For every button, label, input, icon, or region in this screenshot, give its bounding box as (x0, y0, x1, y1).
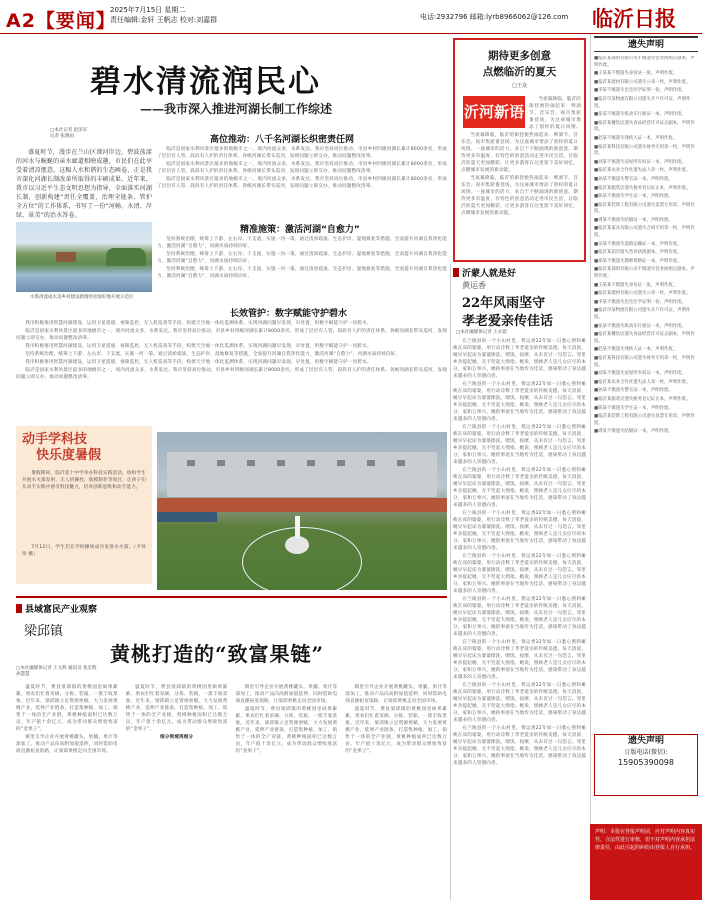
promo-title-line-2: 点燃临沂的夏天 (482, 66, 557, 78)
main-body-2: 坚持系统治理，统筹上下游、左右岸、干支流，实施一河一策。通过清淤疏浚、生态护岸、湿地修复等措施，全面提升河湖自我净化能力，激活河湖“自愈力”，河湖水质持续向好。 坚持系统治理，统筹上下游、左右岸、干支流，实施一河一策。通过清淤疏浚、生态护岸、湿地修复等措施，全面提升河湖自我净化能力，激活河湖“自愈力”，河湖水质持续向好。 坚持系统治理，统筹上下游、左右岸、干支流，实施一河一策。通过清淤疏浚、生态护岸、湿地修复等措施，全面提升河湖自我净化能力，激活河湖“自愈力”，河湖水质持续向好。 (157, 237, 447, 279)
notice-item: ■临沂市某物流有限公司遗失开户许可证，声明作废。 (594, 96, 691, 109)
notice-item: ■李某不慎遗失出生医学证明一份，声明作废。 (594, 88, 686, 94)
notice-item: ■周某不慎遗失结婚证一本，声明作废。 (594, 429, 673, 435)
notice-item: ■陈某不慎遗失学生证一本，声明作废。 (594, 405, 673, 411)
editors-line: 责任编辑:金轩 王帆志 校对:刘嘉群 (110, 16, 218, 24)
study-title: 动手学科技 快乐度暑假 (22, 432, 102, 463)
notice-item: ■刘某不慎遗失房屋所有权证一本，声明作废。 (594, 159, 686, 165)
water-rocket (295, 516, 300, 538)
notice-item: ■临沂某农业合作社遗失法人章一枚，声明作废。 (594, 379, 691, 385)
notice-item: ■临沂市某物流有限公司遗失开户许可证，声明作废。 (594, 308, 691, 320)
good-people-title-1: 22年风雨坚守 (462, 296, 546, 311)
notice-item: ■赵某不慎遗失残疾人证一本，声明作废。 (594, 347, 678, 353)
column-divider (450, 264, 451, 900)
ads-box (594, 734, 698, 796)
notice-item: ■临沂某装饰工程有限公司遗失发票专用章，声明作废。 (594, 202, 695, 215)
trees-shape (106, 248, 146, 266)
promo-body: 当夜幕降临，临沂的街巷便热闹起来：啤酒节、音乐会、夜市集轮番登场，为这座城市增添了别样的夏日风情。一座城市的活力，来自于不断涌现的新创意。期待更多有温度、有特色的创意活动走进市民生活，让临沂的夏天更加精彩，让更多游客在这里留下美好回忆，点燃城市发展的新动能。 当夜幕降临，临沂的街巷便热闹起来：啤酒节、音乐会、夜市集轮番登场，为这座城市增添了别样的夏日风情。一座城市的活力，来自于不断涌现的新创意。期待更多有温度、有特色的创意活动走进市民生活，让临沂的夏天更加精彩，让更多游客在这里留下美好回忆，点燃城市发展的新动能。 (461, 133, 578, 216)
notice-item: ■临沂某建材有限公司遗失公章一枚，声明作废。 (594, 291, 691, 297)
school-building (167, 452, 437, 497)
county-subhead: 细分领域再细分 (160, 735, 194, 740)
notice-item: ■临沂某装饰工程有限公司遗失发票专用章，声明作废。 (594, 414, 695, 426)
main-subhead-3: 长效管护：数字赋能守护碧水 (230, 309, 348, 319)
section-divider (16, 596, 447, 598)
good-people-name: 黄运香 (462, 281, 486, 290)
good-people-body: 在兰陵县的一个小山村里，黄运香22年如一日悉心照料瘫痪在床的婆婆，用行动诠释了孝老爱亲的传统美德。每天清晨，她早早起床为婆婆擦洗、喂饭、按摩，从未有过一句怨言。邻里乡亲提起她，无不竖起大拇指。她说，照顾老人是儿女应尽的本分，家和万事兴。她的事迹在当地传为佳话，感染带动了身边越来越多的人崇德向善。 在兰陵县的一个小山村里，黄运香22年如一日悉心照料瘫痪在床的婆婆，用行动诠释了孝老爱亲的传统美德。每天清晨，她早早起床为婆婆擦洗、喂饭、按摩，从未有过一句怨言。邻里乡亲提起她，无不竖起大拇指。她说，照顾老人是儿女应尽的本分，家和万事兴。她的事迹在当地传为佳话，感染带动了身边越来越多的人崇德向善。 在兰陵县的一个小山村里，黄运香22年如一日悉心照料瘫痪在床的婆婆，用行动诠释了孝老爱亲的传统美德。每天清晨，她早早起床为婆婆擦洗、喂饭、按摩，从未有过一句怨言。邻里乡亲提起她，无不竖起大拇指。她说，照顾老人是儿女应尽的本分，家和万事兴。她的事迹在当地传为佳话，感染带动了身边越来越多的人崇德向善。 在兰陵县的一个小山村里，黄运香22年如一日悉心照料瘫痪在床的婆婆，用行动诠释了孝老爱亲的传统美德。每天清晨，她早早起床为婆婆擦洗、喂饭、按摩，从未有过一句怨言。邻里乡亲提起她，无不竖起大拇指。她说，照顾老人是儿女应尽的本分，家和万事兴。她的事迹在当地传为佳话，感染带动了身边越来越多的人崇德向善。 在兰陵县的一个小山村里，黄运香22年如一日悉心照料瘫痪在床的婆婆，用行动诠释了孝老爱亲的传统美德。每天清晨，她早早起床为婆婆擦洗、喂饭、按摩，从未有过一句怨言。邻里乡亲提起她，无不竖起大拇指。她说，照顾老人是儿女应尽的本分，家和万事兴。她的事迹在当地传为佳话，感染带动了身边越来越多的人崇德向善。 在兰陵县的一个小山村里，黄运香22年如一日悉心照料瘫痪在床的婆婆，用行动诠释了孝老爱亲的传统美德。每天清晨，她早早起床为婆婆擦洗、喂饭、按摩，从未有过一句怨言。邻里乡亲提起她，无不竖起大拇指。她说，照顾老人是儿女应尽的本分，家和万事兴。她的事迹在当地传为佳话，感染带动了身边越来越多的人崇德向善。 在兰陵县的一个小山村里，黄运香22年如一日悉心照料瘫痪在床的婆婆，用行动诠释了孝老爱亲的传统美德。每天清晨，她早早起床为婆婆擦洗、喂饭、按摩，从未有过一句怨言。邻里乡亲提起她，无不竖起大拇指。她说，照顾老人是儿女应尽的本分，家和万事兴。她的事迹在当地传为佳话，感染带动了身边越来越多的人崇德向善。 在兰陵县的一个小山村里，黄运香22年如一日悉心照料瘫痪在床的婆婆，用行动诠释了孝老爱亲的传统美德。每天清晨，她早早起床为婆婆擦洗、喂饭、按摩，从未有过一句怨言。邻里乡亲提起她，无不竖起大拇指。她说，照顾老人是儿女应尽的本分，家和万事兴。她的事迹在当地传为佳话，感染带动了身边越来越多的人崇德向善。 在兰陵县的一个小山村里，黄运香22年如一日悉心照料瘫痪在床的婆婆，用行动诠释了孝老爱亲的传统美德。每天清晨，她早早起床为婆婆擦洗、喂饭、按摩，从未有过一句怨言。邻里乡亲提起她，无不竖起大拇指。她说，照顾老人是儿女应尽的本分，家和万事兴。她的事迹在当地传为佳话，感染带动了身边越来越多的人崇德向善。 在兰陵县的一个小山村里，黄运香22年如一日悉心照料瘫痪在床的婆婆，用行动诠释了孝老爱亲的传统美德。每天清晨，她早早起床为婆婆擦洗、喂饭、按摩，从未有过一句怨言。邻里乡亲提起她，无不竖起大拇指。她说，照顾老人是儿女应尽的本分，家和万事兴。她的事迹在当地传为佳话，感染带动了身边越来越多的人崇德向善。 (453, 339, 586, 766)
notice-item: ■临沂某科技有限公司遗失财务专用章一枚，声明作废。 (594, 355, 695, 368)
rocket-launch-photo (157, 432, 447, 590)
main-subhead-1: 高位推动：八千名河湖长织密责任网 (210, 135, 355, 145)
notice-item: ■孙某不慎遗失警官证一本，声明作废。 (594, 388, 673, 394)
river-photo (16, 222, 152, 292)
notice-item: ■临沂某餐饮店遗失食品经营许可证正副本，声明作废。 (594, 332, 695, 344)
county-title: 黄桃打造的“致富果链” (110, 642, 325, 666)
main-body-1: 临沂是国家水利风景区最多的地级市之一，境内河流众多，水系发达。我市坚持高位推动，市县乡村四级河湖长累计8000余名，形成了层层有人管、段段有人护的责任体系。各级河湖长带头巡河，发现问题立即交办，推动问题整改清零。 临沂是国家水利风景区最多的地级市之一，境内河流众多，水系发达。我市坚持高位推动，市县乡村四级河湖长累计8000余名，形成了层层有人管、段段有人护的责任体系。各级河湖长带头巡河，发现问题立即交办，推动问题整改清零。 临沂是国家水利风景区最多的地级市之一，境内河流众多，水系发达。我市坚持高位推动，市县乡村四级河湖长累计8000余名，形成了层层有人管、段段有人护的责任体系。各级河湖长带头巡河，发现问题立即交办，推动问题整改清零。 (157, 147, 447, 189)
notice-item: ■周某不慎遗失结婚证一本，声明作废。 (594, 217, 673, 223)
notice-column (590, 34, 702, 900)
notice-item: ■孙某不慎遗失警官证一本，声明作废。 (594, 176, 673, 182)
good-people-byline: □本社融媒体记者 王永超 (456, 330, 507, 335)
disclaimer-box: 声明：本报在登报声明前，应对声明内容真实性、合法性进行审核，但不对声明内容承担法律责任，由此引起的纠纷由登报人自行承担。 (590, 824, 702, 900)
main-subhead-2: 精准施策：激活河湖“自愈力” (240, 225, 360, 235)
river-photo-caption: 水系清流成水美乡村建设新图经验很好地开展示范区 (30, 295, 134, 300)
county-byline: □本社融媒体记者 王文辉 通讯员 张宏辉 孙慧慧 (16, 666, 97, 677)
notice-item: ■陈某不慎遗失学生证一本，声明作废。 (594, 194, 673, 200)
students-crowd (157, 512, 217, 522)
promo-logo: 沂河新语 (463, 96, 525, 128)
section-tag-good-people: 沂蒙人就是好 (453, 266, 516, 279)
ads-phone: 15905390098 (618, 758, 674, 767)
main-body-3: 我市积极推进智慧河湖建设，运用卫星遥感、视频监控、无人机巡查等手段，构建天空地一体化监测体系，实现河湖问题早发现、早处置，用数字赋能守护一河碧水。 临沂是国家水利风景区最多的地级市之一，境内河流众多，水系发达。我市坚持高位推动，市县乡村四级河湖长累计8000余名，形成了层层有人管、段段有人护的责任体系。各级河湖长带头巡河，发现问题立即交办，推动问题整改清零。 我市积极推进智慧河湖建设，运用卫星遥感、视频监控、无人机巡查等手段，构建天空地一体化监测体系，实现河湖问题早发现、早处置，用数字赋能守护一河碧水。 坚持系统治理，统筹上下游、左右岸、干支流，实施一河一策。通过清淤疏浚、生态护岸、湿地修复等措施，全面提升河湖自我净化能力，激活河湖“自愈力”，河湖水质持续向好。 我市积极推进智慧河湖建设，运用卫星遥感、视频监控、无人机巡查等手段，构建天空地一体化监测体系，实现河湖问题早发现、早处置，用数字赋能守护一河碧水。 临沂是国家水利风景区最多的地级市之一，境内河流众多，水系发达。我市坚持高位推动，市县乡村四级河湖长累计8000余名，形成了层层有人管、段段有人护的责任体系。各级河湖长带头巡河，发现问题立即交办，推动问题整改清零。 (16, 321, 447, 380)
launch-smoke (285, 536, 309, 554)
notice-item: ■临沂某超市遗失营业执照副本，声明作废。 (594, 250, 682, 256)
section-tag-county: 县域富民产业观察 (16, 602, 97, 615)
notice-item: ■李某不慎遗失出生医学证明一份，声明作废。 (594, 299, 686, 305)
edition-label: A2【要闻】 (6, 10, 116, 32)
county-place: 梁邱镇 (24, 624, 64, 639)
notice-item: ■临沂某餐饮店遗失食品经营许可证正副本，声明作废。 (594, 120, 695, 133)
study-body: 暑假期间，临沂第十中学举办科技实践活动，组织学生开展水火箭发射、无人机操控、航模制作等项目，让孩子们在动手实践中感受科技魅力，培养创新思维和动手能力。 (22, 471, 146, 490)
issue-info (110, 5, 217, 25)
notice-item: ■临沂某商贸有限公司不慎遗失营业执照正副本，声明作废。 (594, 56, 695, 68)
masthead (0, 0, 702, 34)
contact-line: 电话:2932796 邮箱:lyrb8966062@126.com (420, 13, 569, 21)
notice-item: ■刘某不慎遗失房屋所有权证一本，声明作废。 (594, 371, 686, 377)
notice-item: ■临沂某服装店遗失税务登记证正本，声明作废。 (594, 185, 691, 191)
promo-box (453, 38, 586, 262)
promo-author: □王众 (512, 83, 527, 89)
study-box (16, 426, 152, 584)
notice-item: ■郑某不慎遗失教师资格证一本，声明作废。 (594, 258, 682, 264)
notice-item: ■临沂某服装店遗失税务登记证正本，声明作废。 (594, 396, 691, 402)
date-line: 2025年7月15日 星期二 (110, 6, 186, 14)
study-caption: 7月12日，学生们在学校操场成功发射水火箭。（尹珍珍 摄） (22, 545, 146, 557)
notice-item: ■张某不慎遗失机动车行驶证一本，声明作废。 (594, 112, 686, 118)
promo-body-side: 当夜幕降临，临沂的街巷便热闹起来：啤酒节、音乐会、夜市集轮番登场，为这座城市增添了别样的夏日风情。 (529, 97, 581, 130)
ads-sub: 订版电话(微信): (624, 749, 668, 756)
running-track (157, 498, 447, 512)
notice-item: ■吴某不慎遗失道路运输证一本，声明作废。 (594, 241, 682, 247)
notice-item: ■临沂某建材有限公司遗失公章一枚，声明作废。 (594, 79, 691, 85)
main-subtitle: ——我市深入推进河湖长制工作综述 (140, 102, 333, 116)
notice-list (594, 56, 698, 724)
notice-head: 遗失声明 (594, 36, 698, 52)
notice-item: ■临沂某商贸有限公司不慎遗失营业执照正副本，声明作废。 (594, 267, 695, 280)
good-people-title-2: 孝老爱亲传佳话 (462, 314, 554, 329)
notice-item: ■临沂某家具有限公司遗失合同专用章一枚，声明作废。 (594, 226, 695, 239)
ads-head: 遗失声明 (627, 736, 664, 746)
section-bar (453, 268, 459, 277)
county-body: 盛夏时节，费县梁邱镇的黄桃园里硕果累累，果农们忙着采摘、分拣、装箱，一派丰收景象。近年来，梁邱镇立足资源禀赋，大力发展黄桃产业，延伸产业链条，打造集种植、加工、销售于一体的全产业链，黄桃种植面积已达数万亩，年产值十余亿元，成为带动群众增收致富的“金果子”。 镇里引导企业开展黄桃罐头、果脯、果汁等深加工，推动产品向高附加值延伸，同时借助电商直播拓宽销路，让梁邱黄桃走向全国市场。 盛夏时节，费县梁邱镇的黄桃园里硕果累累，果农们忙着采摘、分拣、装箱，一派丰收景象。近年来，梁邱镇立足资源禀赋，大力发展黄桃产业，延伸产业链条，打造集种植、加工、销售于一体的全产业链，黄桃种植面积已达数万亩，年产值十余亿元，成为带动群众增收致富的“金果子”。 细分领域再细分 镇里引导企业开展黄桃罐头、果脯、果汁等深加工，推动产品向高附加值延伸，同时借助电商直播拓宽销路，让梁邱黄桃走向全国市场。 盛夏时节，费县梁邱镇的黄桃园里硕果累累，果农们忙着采摘、分拣、装箱，一派丰收景象。近年来，梁邱镇立足资源禀赋，大力发展黄桃产业，延伸产业链条，打造集种植、加工、销售于一体的全产业链，黄桃种植面积已达数万亩，年产值十余亿元，成为带动群众增收致富的“金果子”。 镇里引导企业开展黄桃罐头、果脯、果汁等深加工，推动产品向高附加值延伸，同时借助电商直播拓宽销路，让梁邱黄桃走向全国市场。 盛夏时节，费县梁邱镇的黄桃园里硕果累累，果农们忙着采摘、分拣、装箱，一派丰收景象。近年来，梁邱镇立足资源禀赋，大力发展黄桃产业，延伸产业链条，打造集种植、加工、销售于一体的全产业链，黄桃种植面积已达数万亩，年产值十余亿元，成为带动群众增收致富的“金果子”。 (16, 685, 447, 754)
notice-item: ■临沂某农业合作社遗失法人章一枚，声明作废。 (594, 168, 691, 174)
main-headline: 碧水清流润民心 (90, 64, 321, 100)
section-bar (16, 604, 22, 613)
notice-item: ■临沂某科技有限公司遗失财务专用章一枚，声明作废。 (594, 144, 695, 157)
notice-item: ■张某不慎遗失机动车行驶证一本，声明作废。 (594, 323, 686, 329)
pavilion-shape (56, 252, 76, 262)
notice-item: ■王某某不慎遗失身份证一张，声明作废。 (594, 71, 678, 77)
main-byline: □本社记者 赵泽军 记者 张晓雨 (50, 128, 88, 139)
notice-item: ■赵某不慎遗失残疾人证一本，声明作废。 (594, 135, 678, 141)
main-lead: 盛夏时节，漫步在兰山区涑河岸边，碧波荡漾的河水与蜿蜒的亲水廊道相映成趣，市民们在此享受着清凉惬意。这幅人水和谐的生态画卷，正是我市深化河湖长制改革所取得的丰硕成果。近年来，我市以习近平生态文明思想为指导，全面落实河湖长制，创新构建“责任全覆盖、治理全链条、管护全方位”的工作体系，书写了一份“河畅、水清、岸绿、景美”的治水答卷。 (16, 149, 152, 218)
promo-title-line-1: 期待更多创意 (488, 50, 551, 62)
paper-logo: 临沂日报 (592, 6, 676, 31)
notice-item: ■王某某不慎遗失身份证一张，声明作废。 (594, 282, 678, 288)
